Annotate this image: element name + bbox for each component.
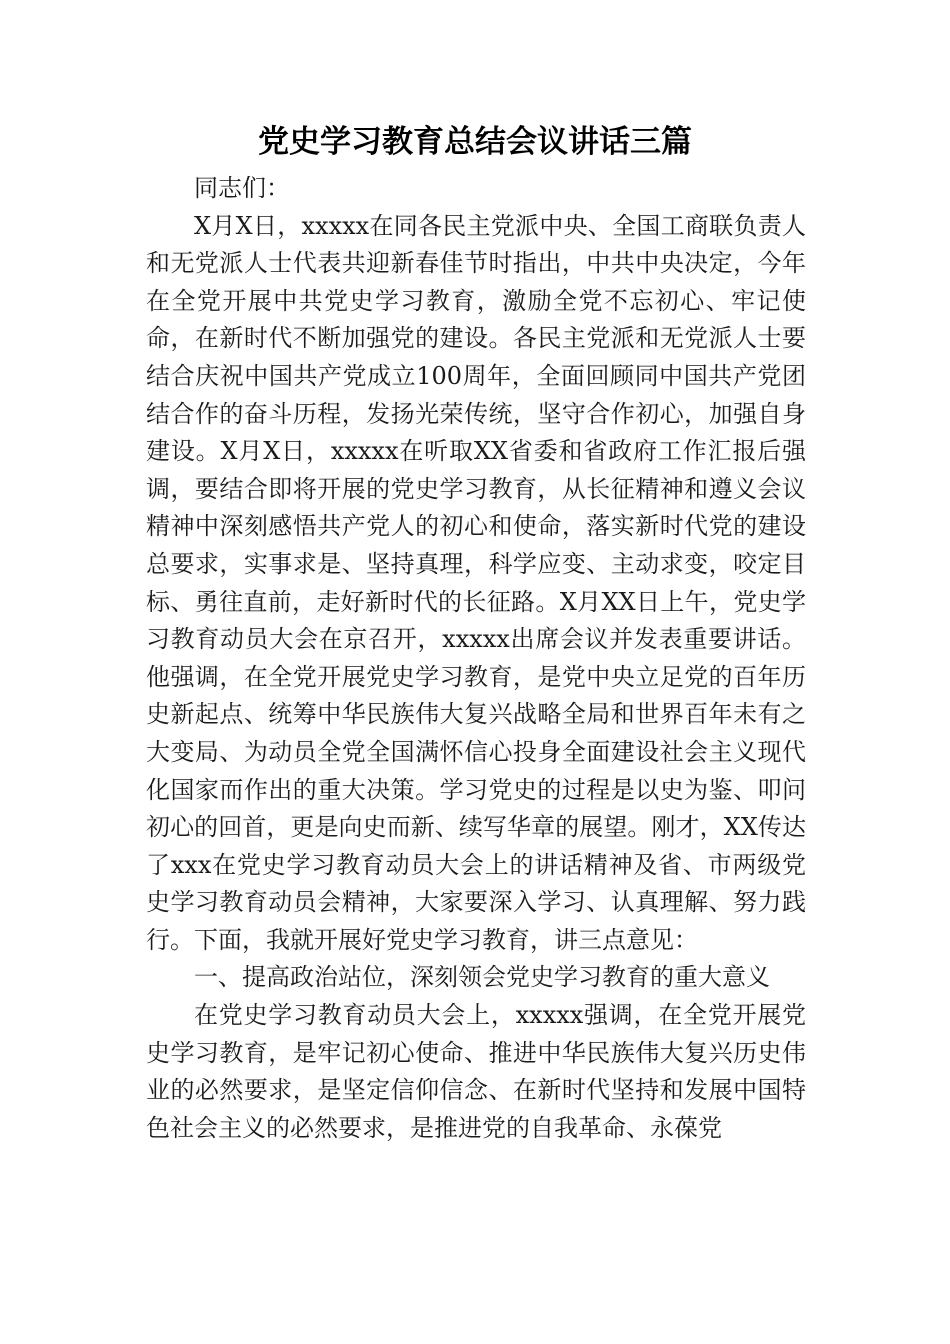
document-body (146, 170, 806, 1147)
salutation-paragraph: 同志们： (194, 174, 290, 202)
document-title: 党史学习教育总结会议讲话三篇 (258, 124, 692, 160)
section-1-paragraph: 在党史学习教育动员大会上，xxxxx强调，在全党开展党史学习教育，是牢记初心使命、推进中华民族伟大复兴历史伟业的必然要求，是坚定信仰信念、在新时代坚持和发展中国特色社会主义的必然要求，是推进党的自我革命、永葆党 (146, 1001, 806, 1142)
intro-paragraph: X月X日，xxxxx在同各民主党派中央、全国工商联负责人和无党派人士代表共迎新春佳节时指出，中共中央决定，今年在全党开展中共党史学习教育，激励全党不忘初心、牢记使命，在新时代不断加强党的建设。各民主党派和无党派人士要结合庆祝中国共产党成立100周年，全面回顾同中国共产党团结合作的奋斗历程，发扬光荣传统，坚守合作初心，加强自身建设。X月X日，xxxxx在听取XX省委和省政府工作汇报后强调，要结合即将开展的党史学习教育，从长征精神和遵义会议精神中深刻感悟共产党人的初心和使命，落实新时代党的建设总要求，实事求是、坚持真理，科学应变、主动求变，咬定目标、勇往直前，走好新时代的长征路。X月XX日上午，党史学习教育动员大会在京召开，xxxxx出席会议并发表重要讲话。他强调，在全党开展党史学习教育，是党中央立足党的百年历史新起点、统筹中华民族伟大复兴战略全局和世界百年未有之大变局、为动员全党全国满怀信心投身全面建设社会主义现代化国家而作出的重大决策。学习党史的过程是以史为鉴、叩问初心的回首，更是向史而新、续写华章的展望。刚才，XX传达了xxx在党史学习教育动员大会上的讲话精神及省、市两级党史学习教育动员会精神，大家要深入学习、认真理解、努力践行。下面，我就开展好党史学习教育，讲三点意见： (146, 211, 806, 954)
section-heading-1: 一、提高政治站位，深刻领会党史学习教育的重大意义 (194, 963, 770, 992)
